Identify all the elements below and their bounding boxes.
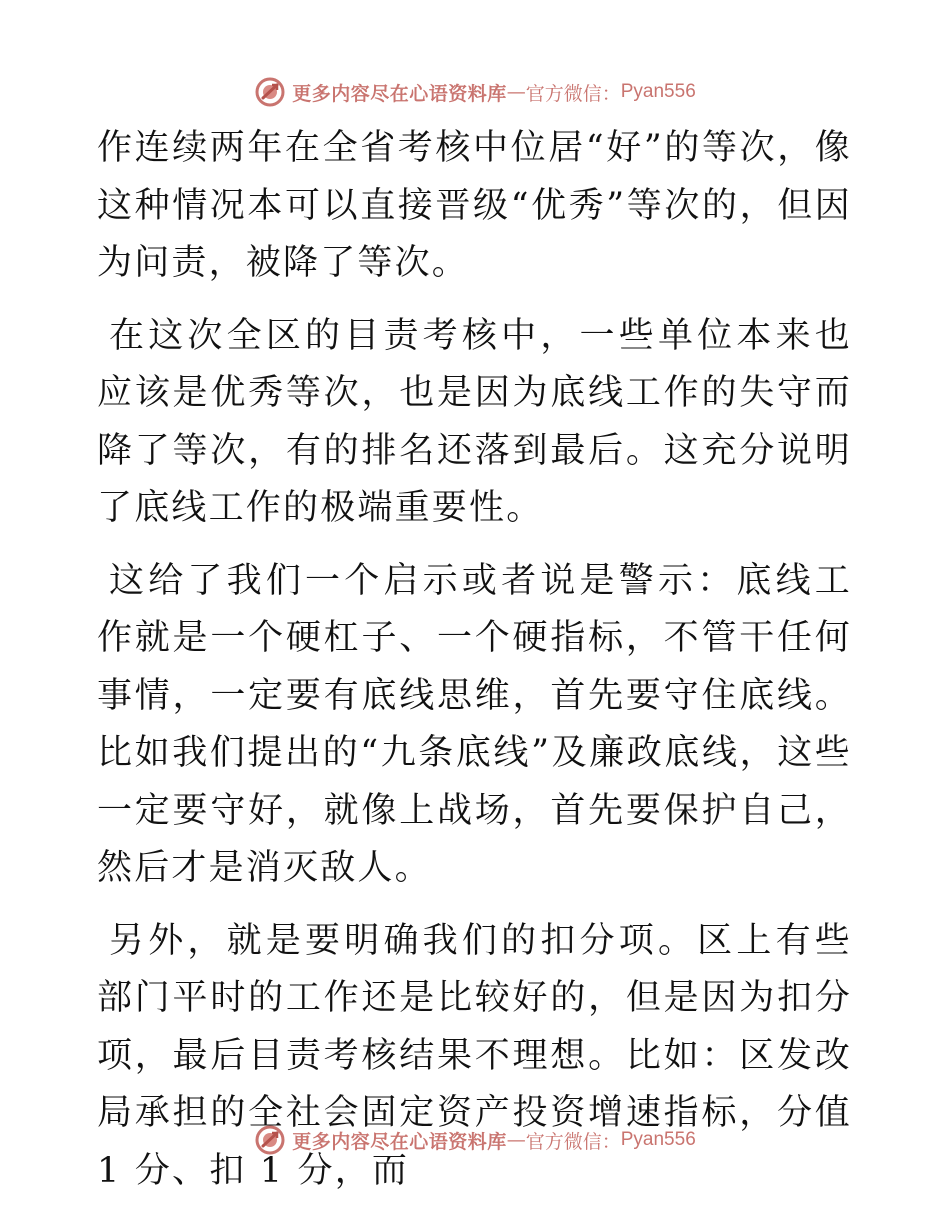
paragraph-3: 这给了我们一个启示或者说是警示：底线工作就是一个硬杠子、一个硬指标，不管干任何事情，一定要有底线思维，首先要守住底线。比如我们提出的“九条底线”及廉政底线，这些一定要守好，就像上战场，首先要保护自己，然后才是消灭敌人。: [97, 560, 852, 888]
paragraph-1: 作连续两年在全省考核中位居“好”的等次，像这种情况本可以直接晋级“优秀”等次的，但因为问责，被降了等次。: [97, 128, 852, 283]
footer-banner: [0, 1118, 950, 1162]
seal-logo-icon: [254, 76, 286, 108]
document-body: [97, 120, 852, 1215]
banner-separator: —: [506, 81, 526, 103]
banner-wechat-id: Pyan556: [620, 1129, 696, 1150]
banner-brand: 更多内容尽在心语资料库: [292, 82, 507, 105]
header-banner: [0, 70, 950, 114]
seal-logo-icon: [254, 1124, 286, 1156]
banner-official: 官方微信：: [525, 82, 621, 105]
banner-wechat-id: Pyan556: [620, 81, 696, 102]
banner-separator: —: [506, 1129, 526, 1151]
banner-official: 官方微信：: [525, 1130, 621, 1153]
paragraph-4: 另外，就是要明确我们的扣分项。区上有些部门平时的工作还是比较好的，但是因为扣分项，最后目责考核结果不理想。比如：区发改局承担的全社会固定资产投资增速指标，分值 1 分、扣 1 分，而: [97, 920, 852, 1191]
paragraph-2: 在这次全区的目责考核中，一些单位本来也应该是优秀等次，也是因为底线工作的失守而降了等次，有的排名还落到最后。这充分说明了底线工作的极端重要性。: [97, 315, 852, 528]
banner-brand: 更多内容尽在心语资料库: [292, 1130, 507, 1153]
